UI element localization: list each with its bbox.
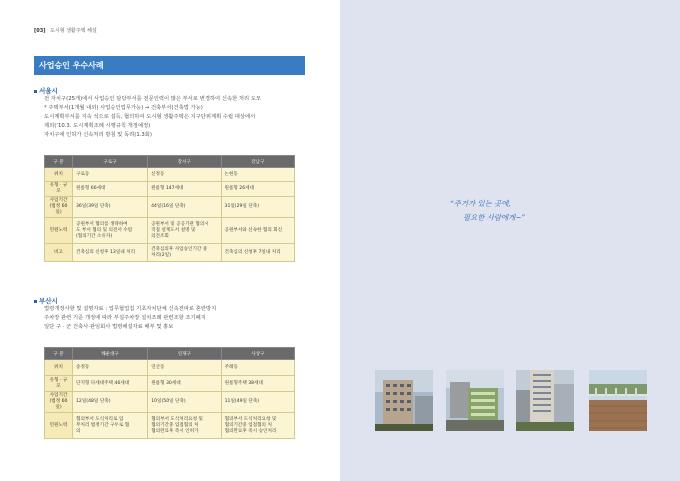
table-row bbox=[45, 360, 295, 376]
quote-line: 필요한 사람에게~” bbox=[463, 213, 526, 222]
table-cell: 원룸형 147세대 bbox=[148, 182, 221, 197]
table-cell: 협의부서 도식처리로 업 무처리 법정기간 구두로 협 의 bbox=[73, 413, 148, 439]
table-cell: 공원부서 협의를 생략하여 도 부서 협의 및 의견서 수렴 (협의기간 소유자) bbox=[73, 218, 148, 244]
section-title: 사업승인 우수사례 bbox=[34, 56, 305, 75]
table-cell: 31일(29일 단축) bbox=[221, 197, 294, 218]
busan-description bbox=[44, 305, 306, 332]
table-cell: 원룸형 26세대 bbox=[221, 182, 294, 197]
row-label: 비고 bbox=[45, 244, 73, 262]
seoul-line: 전 자치구(25개)에서 사업승인 담당부서를 전문인력이 많은 부서로 변경하여 신속한 처리 도모 bbox=[44, 96, 262, 102]
table-row bbox=[45, 413, 295, 439]
table-cell: 44일(16일 단축) bbox=[148, 197, 221, 218]
square-bullet-icon bbox=[34, 300, 37, 303]
table-cell: 협의부서 도식처리요청 및 협의기간중 업접협의 처 협의완료후 즉시 승인처리 bbox=[221, 413, 294, 439]
page-number: [03] bbox=[34, 28, 46, 34]
table-cell: 36일(39일 단축) bbox=[73, 197, 148, 218]
pull-quote bbox=[450, 197, 525, 225]
row-label: 민원노력 bbox=[45, 218, 73, 244]
table-row bbox=[45, 376, 295, 392]
row-label: 유형 · 규모 bbox=[45, 182, 73, 197]
table-row bbox=[45, 168, 295, 182]
row-label: 유형 · 규모 bbox=[45, 376, 73, 392]
table-cell: 주례동 bbox=[221, 360, 294, 376]
column-header: 강남구 bbox=[221, 156, 294, 168]
table-row bbox=[45, 197, 295, 218]
column-header: 구 분 bbox=[45, 156, 73, 168]
building-photo-3 bbox=[516, 370, 574, 431]
seoul-line: 제외(’10.3. 도시계획조례 시행규칙 개정예정) bbox=[44, 122, 151, 129]
row-label: 위치 bbox=[45, 168, 73, 182]
busan-line: 주차장 관련 기준 개정에 따라 부설주차장 설치조례 관련조항 조기폐지 bbox=[44, 314, 206, 321]
row-label: 민원노력 bbox=[45, 413, 73, 439]
building-photo-1 bbox=[375, 370, 433, 431]
row-label: 사업기간 (법정 60일) bbox=[45, 197, 73, 218]
table-cell: 건축심의후 사업승인기간 중 처리(2일) bbox=[148, 244, 221, 262]
table-cell: 송정동 bbox=[73, 360, 148, 376]
row-label: 사업기간 (법정 60일) bbox=[45, 392, 73, 413]
table-header-row bbox=[45, 348, 295, 360]
table-cell: 11일(49일 단축) bbox=[221, 392, 294, 413]
busan-table bbox=[44, 347, 295, 439]
column-header: 강서구 bbox=[148, 156, 221, 168]
table-cell: 협의부서 도식처리요청 및 협의기간중 업접협의 처 협의완료후 즉시 인허가 bbox=[148, 413, 221, 439]
table-cell: 건축심의 신청후 13일내 처리 bbox=[73, 244, 148, 262]
table-cell: 공원부서 및 공공기관 협의시 직접 설계도서 설명 및 의견조회 bbox=[148, 218, 221, 244]
table-cell: 원룸형 30세대 bbox=[148, 376, 221, 392]
column-header: 연제구 bbox=[148, 348, 221, 360]
table-cell: 구로동 bbox=[73, 168, 148, 182]
table-cell: 연산동 bbox=[148, 360, 221, 376]
table-cell: 건축심의 신청후 7일내 처리 bbox=[221, 244, 294, 262]
table-cell: 원룸형 66세대 bbox=[73, 182, 148, 197]
column-header: 해운대구 bbox=[73, 348, 148, 360]
seoul-description bbox=[44, 95, 306, 140]
table-cell: 원룸형주택 38세대 bbox=[221, 376, 294, 392]
table-cell: 신정동 bbox=[148, 168, 221, 182]
column-header: 사상구 bbox=[221, 348, 294, 360]
seoul-heading: 서울시 bbox=[34, 86, 58, 95]
table-cell: 공원부서와 신속한 협의 회신 bbox=[221, 218, 294, 244]
page-header bbox=[34, 27, 97, 34]
table-row bbox=[45, 392, 295, 413]
table-row bbox=[45, 182, 295, 197]
busan-line: 일단 구 · 군 건축사·관임회사 법령해설자료 배부 및 홍보 bbox=[44, 323, 174, 330]
table-cell: 단지형 다세대주택 46세대 bbox=[73, 376, 148, 392]
table-row bbox=[45, 244, 295, 262]
busan-heading: 부산시 bbox=[34, 296, 58, 305]
table-cell: 12일(48일 단축) bbox=[73, 392, 148, 413]
seoul-line: * 주택부서(1개월 내외) 사업승인업무가능) → 건축부서(건축법 가능) bbox=[44, 104, 203, 111]
table-cell: 10일(50일 단축) bbox=[148, 392, 221, 413]
building-photo-2 bbox=[446, 370, 504, 431]
table-row bbox=[45, 218, 295, 244]
seoul-line: 자치구에 인허가 신속처리 방침 및 독려(1.3회) bbox=[44, 131, 152, 138]
column-header: 구로구 bbox=[73, 156, 148, 168]
row-label: 위치 bbox=[45, 360, 73, 376]
column-header: 구 분 bbox=[45, 348, 73, 360]
seoul-line: 도시계획부서를 지속 석으로 설득, 협의하여 도시형 생활주택은 지구단위계획 수립 대상에서 bbox=[44, 113, 256, 120]
busan-line: 법령개정사항 및 설명자료 : 업무협업집 기초자치단체 신속전파로 혼란방지 bbox=[44, 306, 217, 312]
quote-line: “주거가 있는 곳에, bbox=[450, 199, 511, 208]
rooftop-deck-photo bbox=[589, 370, 647, 431]
table-cell: 논현동 bbox=[221, 168, 294, 182]
square-bullet-icon bbox=[34, 90, 37, 93]
seoul-table bbox=[44, 155, 295, 262]
running-title: 도시형 생활주택 해설 bbox=[50, 28, 97, 34]
table-header-row bbox=[45, 156, 295, 168]
